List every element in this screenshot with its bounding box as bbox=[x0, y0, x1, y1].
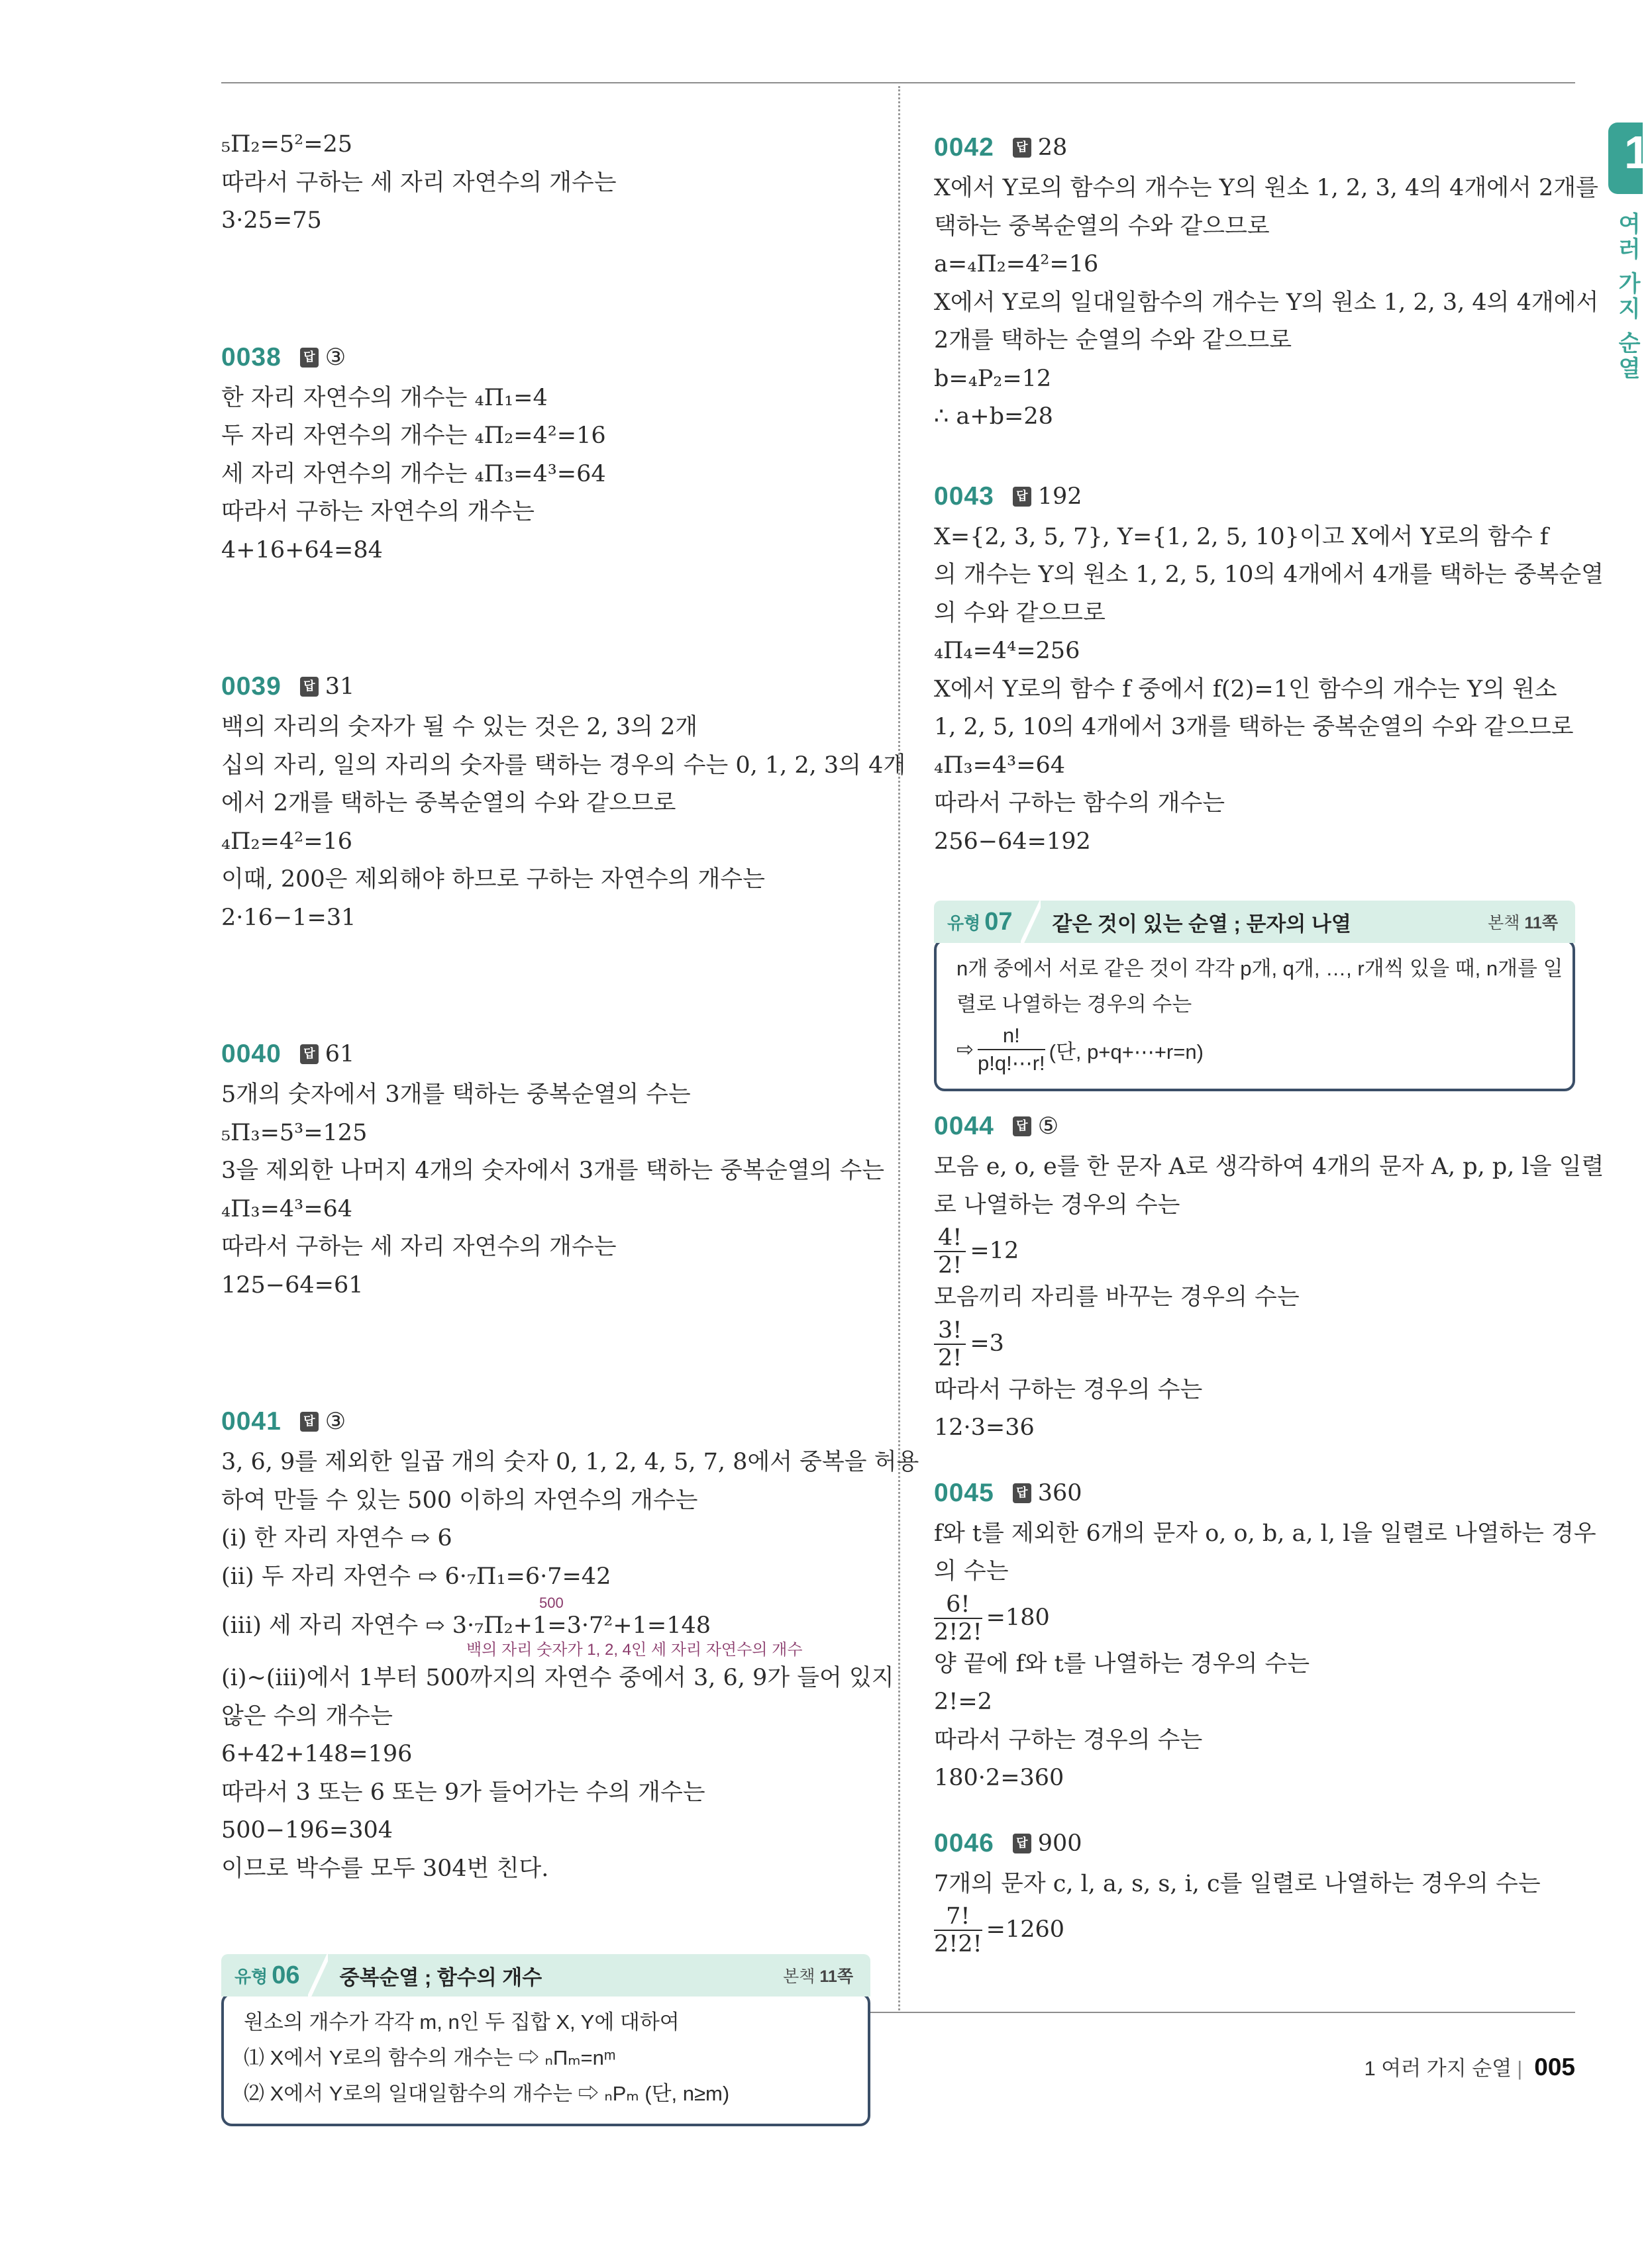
solution-line: 십의 자리, 일의 자리의 숫자를 택하는 경우의 수는 0, 1, 2, 3의 4개 bbox=[221, 752, 906, 779]
type-divider bbox=[308, 1954, 328, 1997]
page-number: 005 bbox=[1534, 2053, 1575, 2081]
problem-number: 0041 bbox=[221, 1407, 282, 1436]
solution-line: 따라서 3 또는 6 또는 9가 들어가는 수의 개수는 bbox=[221, 1779, 705, 1806]
arrow-icon: ⇨ bbox=[956, 1038, 974, 1061]
answer-icon: 답 bbox=[300, 677, 319, 697]
solution-line: 백의 자리의 숫자가 될 수 있는 것은 2, 3의 2개 bbox=[221, 714, 698, 740]
type-line: ⑴ X에서 Y로의 함수의 개수는 ⇨ ₙΠₘ=nᵐ bbox=[244, 2046, 616, 2069]
answer-icon: 답 bbox=[300, 1044, 319, 1064]
textbook-reference: 본책 11쪽 bbox=[1488, 914, 1558, 932]
answer-icon: 답 bbox=[1013, 1116, 1031, 1136]
type-line: n개 중에서 서로 같은 것이 각각 p개, q개, …, r개씩 있을 때, n개를 일 bbox=[956, 957, 1563, 980]
solution-line: 따라서 구하는 자연수의 개수는 bbox=[221, 499, 535, 525]
left-column bbox=[221, 126, 919, 2126]
solution-line: 이때, 200은 제외해야 하므로 구하는 자연수의 개수는 bbox=[221, 866, 765, 893]
solution-line: 하여 만들 수 있는 500 이하의 자연수의 개수는 bbox=[221, 1487, 698, 1514]
solution-line: 로 나열하는 경우의 수는 bbox=[934, 1191, 1180, 1218]
solution-line: 모음끼리 자리를 바꾸는 경우의 수는 bbox=[934, 1284, 1300, 1310]
fraction: $\frac{n!}{p!q!\cdots r!}$ bbox=[977, 1024, 1045, 1075]
type-title: 같은 것이 있는 순열 ; 문자의 나열 bbox=[1052, 912, 1351, 936]
type-box-06 bbox=[221, 1954, 870, 2126]
answer-icon: 답 bbox=[1013, 1834, 1031, 1853]
fraction: $\frac{6!}{2!2!}$ bbox=[934, 1591, 982, 1646]
solution-line: 12·3=36 bbox=[934, 1414, 1035, 1441]
fraction-line: $\frac{4!}{2!}$ =12 bbox=[934, 1224, 1575, 1279]
type-line: 원소의 개수가 각각 m, n인 두 집합 X, Y에 대하여 bbox=[244, 2010, 680, 2034]
solution-line: 의 개수는 Y의 원소 1, 2, 5, 10의 4개에서 4개를 택하는 중복순열 bbox=[934, 562, 1604, 588]
problem-number: 0046 bbox=[934, 1828, 994, 1857]
type-body bbox=[221, 1993, 870, 2126]
solution-line: 3, 6, 9를 제외한 일곱 개의 숫자 0, 1, 2, 4, 5, 7, 8에서 중복을 허용 bbox=[221, 1449, 919, 1475]
answer-value: 192 bbox=[1037, 483, 1082, 510]
answer-icon: 답 bbox=[1013, 138, 1031, 158]
solution-line: (ⅰ)~(ⅲ)에서 1부터 500까지의 자연수 중에서 3, 6, 9가 들어 있지 bbox=[221, 1665, 894, 1691]
problem-number: 0040 bbox=[221, 1040, 282, 1068]
answer-icon: 답 bbox=[300, 1412, 319, 1432]
answer-value: 61 bbox=[325, 1041, 355, 1067]
answer-value: ⑤ bbox=[1037, 1113, 1059, 1140]
solution-line: 의 수와 같으므로 bbox=[934, 599, 1106, 626]
problem-0040 bbox=[221, 1032, 885, 1305]
solution-line: 양 끝에 f와 t를 나열하는 경우의 수는 bbox=[934, 1650, 1310, 1677]
solution-line: (ⅱ) 두 자리 자연수 ⇨ 6·₇Π₁=6·7=42 bbox=[221, 1563, 611, 1590]
solution-line: 256−64=192 bbox=[934, 828, 1091, 855]
problem-number: 0044 bbox=[934, 1112, 994, 1140]
answer-value: 28 bbox=[1037, 134, 1068, 161]
solution-line: 4+16+64=84 bbox=[221, 536, 383, 564]
fraction-line: $\frac{7!}{2!2!}$ =1260 bbox=[934, 1903, 1065, 1957]
solution-line: ₄Π₃=4³=64 bbox=[221, 1195, 353, 1222]
footer-section: 1 여러 가지 순열 bbox=[1364, 2057, 1512, 2080]
solution-line: 500−196=304 bbox=[221, 1817, 393, 1844]
solution-line: X에서 Y로의 일대일함수의 개수는 Y의 원소 1, 2, 3, 4의 4개에서 bbox=[934, 289, 1599, 316]
problem-number: 0043 bbox=[934, 481, 994, 511]
answer-value: 900 bbox=[1037, 1830, 1082, 1857]
solution-line: 3·25=75 bbox=[221, 207, 322, 234]
problem-0046 bbox=[934, 1822, 1575, 1958]
solution-line: 따라서 구하는 세 자리 자연수의 개수는 bbox=[221, 1234, 617, 1260]
solution-line: 180·2=360 bbox=[934, 1765, 1064, 1791]
right-column bbox=[934, 126, 1604, 1957]
problem-number: 0042 bbox=[934, 133, 994, 162]
fraction: $\frac{7!}{2!2!}$ bbox=[934, 1903, 982, 1957]
page-footer bbox=[1364, 2051, 1575, 2081]
problem-0038 bbox=[221, 336, 870, 570]
solution-line: 2개를 택하는 순열의 수와 같으므로 bbox=[934, 327, 1292, 354]
solution-line: 125−64=61 bbox=[221, 1271, 364, 1299]
solution-line: 않은 수의 개수는 bbox=[221, 1702, 393, 1730]
solution-line: 에서 2개를 택하는 중복순열의 수와 같으므로 bbox=[221, 790, 676, 816]
type-header bbox=[934, 901, 1575, 943]
annotation-500: 500 bbox=[539, 1595, 564, 1611]
type-tag: 유형 bbox=[947, 912, 981, 933]
solution-line: 모음 e, o, e를 한 문자 A로 생각하여 4개의 문자 A, p, p, l을 일렬 bbox=[934, 1154, 1604, 1180]
solution-line: a=₄Π₂=4²=16 bbox=[934, 251, 1099, 277]
annotation-hundreds: 백의 자리 숫자가 1, 2, 4인 세 자리 자연수의 개수 bbox=[466, 1641, 803, 1659]
fraction: $\frac{4!}{2!}$ bbox=[934, 1224, 966, 1279]
solution-line-iii: (ⅲ) 세 자리 자연수 ⇨ 3·₇Π₂+1=3·7²+1=148 bbox=[221, 1612, 711, 1639]
type-number: 06 bbox=[272, 1961, 300, 1989]
solution-line: 따라서 구하는 세 자리 자연수의 개수는 bbox=[221, 169, 617, 196]
problem-0043 bbox=[934, 475, 1604, 862]
answer-icon: 답 bbox=[1013, 1483, 1031, 1503]
answer-value: 360 bbox=[1037, 1479, 1082, 1506]
problem-0045 bbox=[934, 1471, 1596, 1798]
solution-line: 5개의 숫자에서 3개를 택하는 중복순열의 수는 bbox=[221, 1081, 691, 1108]
solution-line: 택하는 중복순열의 수와 같으므로 bbox=[934, 213, 1270, 240]
answer-value: ③ bbox=[325, 1408, 346, 1435]
solution-line: 7개의 문자 c, l, a, s, s, i, c를 일렬로 나열하는 경우의 수는 bbox=[934, 1870, 1541, 1897]
solution-line: ₅Π₃=5³=125 bbox=[221, 1119, 368, 1146]
answer-value: ③ bbox=[325, 344, 346, 371]
chapter-number: 1 bbox=[1624, 126, 1650, 178]
problem-number: 0039 bbox=[221, 672, 282, 701]
continued-solution bbox=[221, 126, 870, 240]
textbook-reference: 본책 11쪽 bbox=[783, 1967, 853, 1986]
solution-line: 따라서 구하는 경우의 수는 bbox=[934, 1726, 1203, 1753]
type-formula bbox=[956, 1022, 1553, 1077]
solution-line: b=₄P₂=12 bbox=[934, 365, 1052, 392]
solution-line: 한 자리 자연수의 개수는 ₄Π₁=4 bbox=[221, 384, 548, 411]
problem-number: 0038 bbox=[221, 342, 282, 371]
type-divider bbox=[1021, 901, 1041, 943]
solution-line: 6+42+148=196 bbox=[221, 1741, 413, 1767]
fraction-line: $\frac{6!}{2!2!}$ =180 bbox=[934, 1591, 1050, 1646]
type-title: 중복순열 ; 함수의 개수 bbox=[339, 1965, 542, 1989]
type-box-07 bbox=[934, 901, 1575, 1091]
solution-line: X에서 Y로의 함수의 개수는 Y의 원소 1, 2, 3, 4의 4개에서 2개를 bbox=[934, 175, 1598, 201]
type-tag: 유형 bbox=[234, 1966, 268, 1987]
chapter-title-vertical: 여 러 가 지 순 열 bbox=[1618, 212, 1641, 381]
solution-line: ₅Π₂=5²=25 bbox=[221, 131, 353, 158]
solution-line: 2!=2 bbox=[934, 1689, 992, 1715]
formula-condition: (단, p+q+⋯+r=n) bbox=[1049, 1040, 1204, 1063]
solution-line: 두 자리 자연수의 개수는 ₄Π₂=4²=16 bbox=[221, 422, 606, 449]
fraction-line: $\frac{3!}{2!}$ =3 bbox=[934, 1317, 1575, 1371]
fraction: $\frac{3!}{2!}$ bbox=[934, 1317, 966, 1371]
column-divider bbox=[898, 86, 900, 2010]
solution-line: 따라서 구하는 경우의 수는 bbox=[934, 1376, 1203, 1403]
solution-line: ₄Π₄=4⁴=256 bbox=[934, 638, 1080, 664]
problem-0039 bbox=[221, 665, 906, 937]
problem-0041 bbox=[221, 1400, 919, 1888]
solution-line: 따라서 구하는 함수의 개수는 bbox=[934, 790, 1225, 816]
solution-line: ₄Π₂=4²=16 bbox=[221, 828, 353, 855]
problem-0042 bbox=[934, 126, 1599, 436]
solution-line: X에서 Y로의 함수 f 중에서 f(2)=1인 함수의 개수는 Y의 원소 bbox=[934, 675, 1557, 703]
solution-line: ₄Π₃=4³=64 bbox=[934, 752, 1066, 779]
solution-line: ∴ a+b=28 bbox=[934, 403, 1053, 430]
solution-line: f와 t를 제외한 6개의 문자 o, o, b, a, l, l을 일렬로 나열하는 경우 bbox=[934, 1520, 1596, 1547]
footer-separator: | bbox=[1517, 2057, 1523, 2080]
solution-line: 2·16−1=31 bbox=[221, 904, 356, 931]
type-header bbox=[221, 1954, 870, 1997]
answer-icon: 답 bbox=[1013, 487, 1031, 507]
answer-value: 31 bbox=[325, 673, 355, 700]
type-line: 렬로 나열하는 경우의 수는 bbox=[956, 993, 1192, 1016]
solution-line: (ⅰ) 한 자리 자연수 ⇨ 6 bbox=[221, 1525, 452, 1552]
problem-0044 bbox=[934, 1105, 1604, 1448]
type-body bbox=[934, 939, 1575, 1091]
type-number: 07 bbox=[984, 907, 1013, 936]
solution-line: 3을 제외한 나머지 4개의 숫자에서 3개를 택하는 중복순열의 수는 bbox=[221, 1158, 885, 1184]
problem-number: 0045 bbox=[934, 1478, 994, 1507]
solution-line: 세 자리 자연수의 개수는 ₄Π₃=4³=64 bbox=[221, 460, 606, 487]
solution-line: X={2, 3, 5, 7}, Y={1, 2, 5, 10}이고 X에서 Y로의 함수 f bbox=[934, 523, 1549, 550]
solution-line: 1, 2, 5, 10의 4개에서 3개를 택하는 중복순열의 수와 같으므로 bbox=[934, 714, 1574, 740]
solution-line: 이므로 박수를 모두 304번 친다. bbox=[221, 1855, 549, 1882]
top-rule bbox=[221, 82, 1575, 83]
answer-icon: 답 bbox=[300, 348, 319, 368]
solution-line: 의 수는 bbox=[934, 1558, 1009, 1585]
type-line: ⑵ X에서 Y로의 일대일함수의 개수는 ⇨ ₙPₘ (단, n≥m) bbox=[244, 2082, 730, 2105]
